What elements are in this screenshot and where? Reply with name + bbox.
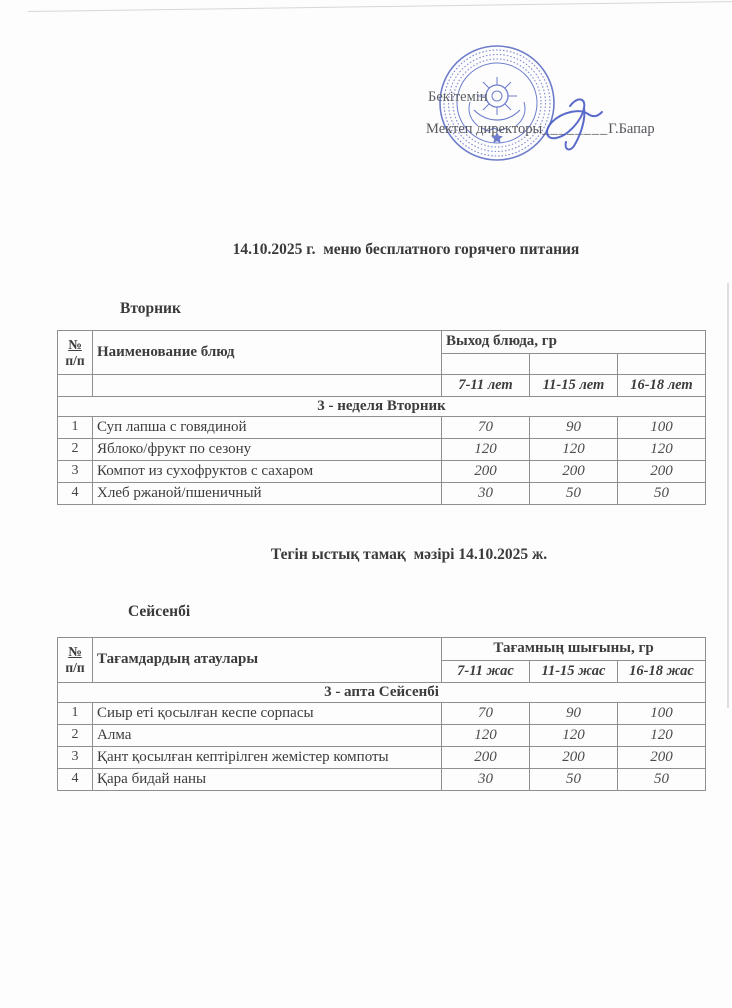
portion-11-15: 200 [530,461,618,483]
portion-16-18: 120 [618,725,706,747]
dish-name: Яблоко/фрукт по сезону [93,439,442,461]
table-row [58,417,706,439]
menu-table-kazakh [57,637,706,791]
table-row [58,461,706,483]
portion-11-15: 120 [530,725,618,747]
week-header: 3 - неделя Вторник [58,397,706,417]
dish-name: Хлеб ржаной/пшеничный [93,483,442,505]
table-header-row [58,331,706,354]
portion-16-18: 100 [618,703,706,725]
dish-name: Қара бидай наны [93,769,442,791]
portion-11-15: 50 [530,483,618,505]
portion-11-15: 120 [530,439,618,461]
table-row [58,703,706,725]
number-symbol: № [68,644,82,660]
portion-7-11: 120 [442,725,530,747]
day-label-russian: Вторник [120,300,181,317]
day-label-kazakh: Сейсенбі [128,603,191,620]
portion-7-11: 120 [442,439,530,461]
row-number: 1 [58,703,93,725]
empty-cell [93,375,442,397]
portion-16-18: 120 [618,439,706,461]
age-col-3: 16-18 жас [618,661,706,683]
age-col-3: 16-18 лет [618,375,706,397]
dish-name: Алма [93,725,442,747]
col-header-dish-name: Наименование блюд [93,331,442,375]
week-header-row [58,683,706,703]
portion-7-11: 200 [442,461,530,483]
row-number: 2 [58,439,93,461]
portion-7-11: 200 [442,747,530,769]
portion-7-11: 30 [442,483,530,505]
portion-11-15: 90 [530,417,618,439]
table-row [58,439,706,461]
empty-cell [530,354,618,375]
col-header-dish-name: Тағамдардың атаулары [93,638,442,683]
table-row [58,769,706,791]
title-kazakh: Тегін ыстық тамақ мәзірі 14.10.2025 ж. [270,546,548,563]
portion-16-18: 50 [618,483,706,505]
signature-underscores: ________ [542,121,609,137]
portion-16-18: 50 [618,769,706,791]
dish-name: Суп лапша с говядиной [93,417,442,439]
approve-label: Бекітемін [428,89,488,105]
scan-artifact-top-line [28,1,732,12]
age-col-1: 7-11 лет [442,375,530,397]
portion-16-18: 100 [618,417,706,439]
row-number: 1 [58,417,93,439]
scan-artifact-right-line [727,283,729,708]
portion-16-18: 200 [618,747,706,769]
empty-cell [442,354,530,375]
col-header-number [58,331,93,375]
dish-name: Сиыр еті қосылған кеспе сорпасы [93,703,442,725]
row-number: 4 [58,769,93,791]
row-number: 3 [58,461,93,483]
portion-16-18: 200 [618,461,706,483]
dish-name: Компот из сухофруктов с сахаром [93,461,442,483]
empty-cell [618,354,706,375]
portion-7-11: 70 [442,417,530,439]
age-col-1: 7-11 жас [442,661,530,683]
table-header-row [58,638,706,661]
number-sub: п/п [65,352,85,368]
director-name: Г.Бапар [608,121,655,137]
director-label: Мектеп директоры [426,121,543,137]
col-header-output: Тағамның шығыны, гр [442,638,706,661]
menu-table-russian [57,330,706,505]
table-row [58,725,706,747]
title-russian: 14.10.2025 г. меню бесплатного горячего питания [232,241,580,258]
number-symbol: № [68,336,82,352]
portion-11-15: 200 [530,747,618,769]
director-signature-icon [526,92,626,154]
row-number: 2 [58,725,93,747]
row-number: 4 [58,483,93,505]
dish-name: Қант қосылған кептірілген жемістер компоты [93,747,442,769]
table-row [58,483,706,505]
age-col-2: 11-15 жас [530,661,618,683]
table-row [58,747,706,769]
portion-11-15: 50 [530,769,618,791]
portion-11-15: 90 [530,703,618,725]
col-header-output: Выход блюда, гр [442,331,706,354]
col-header-number [58,638,93,683]
week-header: 3 - апта Сейсенбі [58,683,706,703]
week-header-row [58,397,706,417]
number-sub: п/п [65,660,85,675]
empty-cell [58,375,93,397]
age-col-2: 11-15 лет [530,375,618,397]
portion-7-11: 70 [442,703,530,725]
table-age-row [58,375,706,397]
portion-7-11: 30 [442,769,530,791]
row-number: 3 [58,747,93,769]
